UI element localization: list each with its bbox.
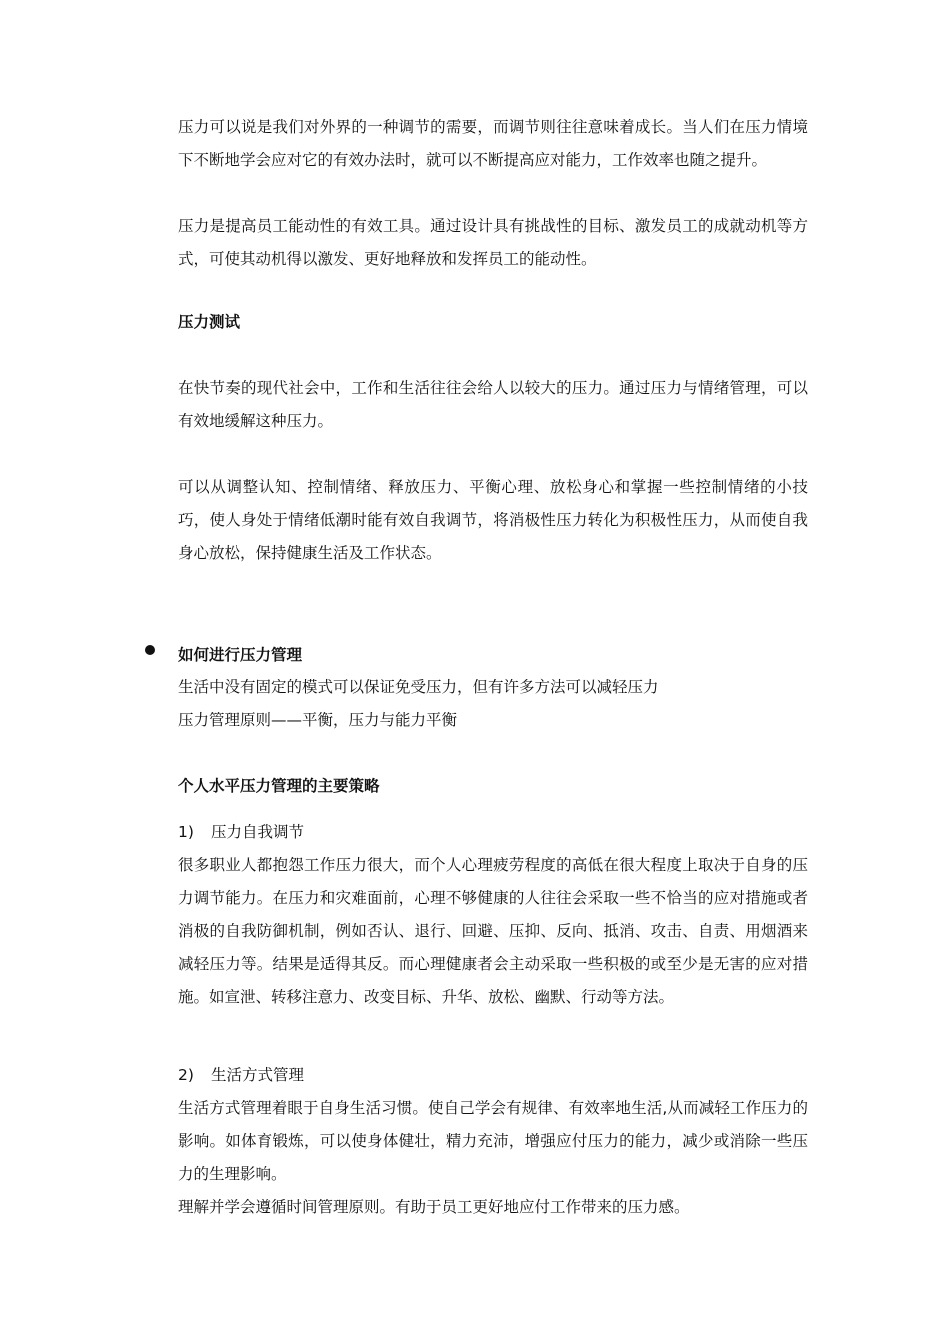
paragraph-pressure-tool: 压力是提高员工能动性的有效工具。通过设计具有挑战性的目标、激发员工的成就动机等方式，可使其动机得以激发、更好地释放和发挥员工的能动性。 bbox=[178, 217, 808, 268]
list-item-title: 压力自我调节 bbox=[211, 823, 305, 841]
bullet-dot bbox=[145, 645, 155, 655]
paragraph-lifestyle: 生活方式管理着眼于自身生活习惯。使自己学会有规律、有效率地生活,从而减轻工作压力的影响。如体育锻炼，可以使身体健壮，精力充沛，增强应付压力的能力，减少或消除一些压力的生理影响。 bbox=[178, 1099, 808, 1183]
paragraph-modern-society: 在快节奏的现代社会中，工作和生活往往会给人以较大的压力。通过压力与情绪管理，可以有效地缓解这种压力。 bbox=[178, 379, 808, 430]
list-item-title: 生活方式管理 bbox=[211, 1066, 305, 1084]
paragraph-self-regulation: 很多职业人都抱怨工作压力很大，而个人心理疲劳程度的高低在很大程度上取决于自身的压力调节能力。在压力和灾难面前，心理不够健康的人往往会采取一些不恰当的应对措施或者消极的自我防御机制，例如否认、退行、回避、压抑、反向、抵消、攻击、自责、用烟酒来减轻压力等。结果是适得其反。而心理健康者会主动采取一些积极的或至少是无害的应对措施。如宣泄、转移注意力、改变目标、升华、放松、幽默、行动等方法。 bbox=[178, 856, 808, 1006]
paragraph-adjust-cognition: 可以从调整认知、控制情绪、释放压力、平衡心理、放松身心和掌握一些控制情绪的小技巧，使人身处于情绪低潮时能有效自我调节，将消极性压力转化为积极性压力，从而使自我身心放松，保持健康生活及工作状态。 bbox=[178, 478, 808, 562]
line-balance-principle: 压力管理原则——平衡，压力与能力平衡 bbox=[178, 711, 458, 729]
list-item-lifestyle bbox=[178, 1059, 304, 1092]
heading-pressure-test: 压力测试 bbox=[178, 313, 241, 331]
list-item-self-regulation bbox=[178, 816, 304, 849]
paragraph-time-management: 理解并学会遵循时间管理原则。有助于员工更好地应付工作带来的压力感。 bbox=[178, 1198, 690, 1216]
heading-how-to-manage: 如何进行压力管理 bbox=[178, 646, 303, 664]
line-no-fixed-mode: 生活中没有固定的模式可以保证免受压力，但有许多方法可以减轻压力 bbox=[178, 678, 659, 696]
list-item-number: 1) bbox=[178, 823, 194, 841]
heading-main-strategies: 个人水平压力管理的主要策略 bbox=[178, 777, 380, 795]
list-item-number: 2) bbox=[178, 1066, 194, 1084]
paragraph-pressure-regulation: 压力可以说是我们对外界的一种调节的需要，而调节则往往意味着成长。当人们在压力情境下不断地学会应对它的有效办法时，就可以不断提高应对能力，工作效率也随之提升。 bbox=[178, 118, 808, 169]
